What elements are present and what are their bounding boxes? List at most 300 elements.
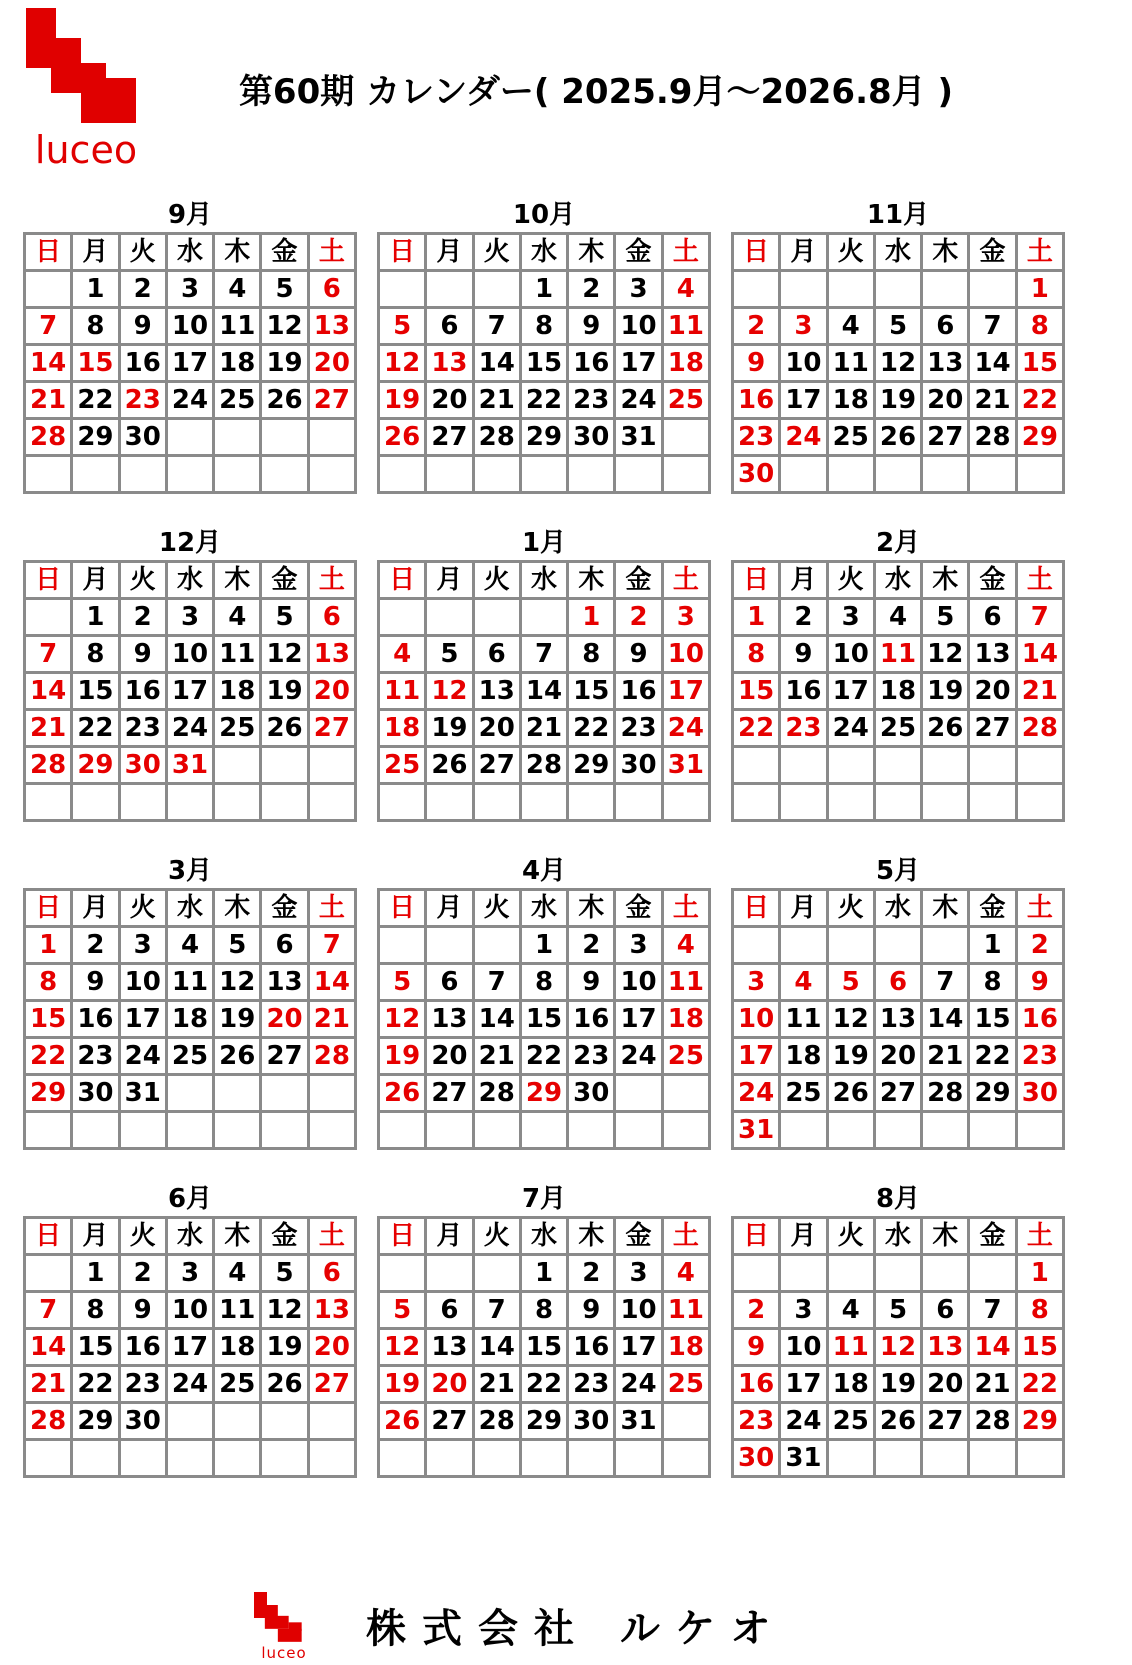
day-cell: 24 <box>780 419 827 456</box>
empty-cell <box>261 419 308 456</box>
day-cell: 25 <box>662 1366 709 1403</box>
empty-cell <box>827 747 874 784</box>
day-cell: 1 <box>520 1255 567 1292</box>
empty-cell <box>568 456 615 493</box>
day-cell: 12 <box>214 964 261 1001</box>
day-cell: 12 <box>261 636 308 673</box>
day-cell: 14 <box>25 673 72 710</box>
week-row <box>733 599 1064 636</box>
empty-cell <box>379 784 426 821</box>
weekday-header-row <box>25 234 356 271</box>
empty-cell <box>308 784 355 821</box>
day-cell: 18 <box>214 345 261 382</box>
day-cell: 9 <box>733 345 780 382</box>
day-cell: 31 <box>119 1075 166 1112</box>
week-row <box>379 1440 710 1477</box>
day-cell: 14 <box>25 345 72 382</box>
weekday-header: 土 <box>308 562 355 599</box>
month-calendar <box>377 198 711 494</box>
week-row <box>379 1075 710 1112</box>
month-label: 1月 <box>521 528 567 558</box>
day-cell: 6 <box>922 1292 969 1329</box>
day-cell: 20 <box>308 673 355 710</box>
day-cell: 4 <box>214 599 261 636</box>
day-cell: 1 <box>520 927 567 964</box>
weekday-header: 月 <box>780 1218 827 1255</box>
empty-cell <box>473 599 520 636</box>
weekday-header: 日 <box>379 890 426 927</box>
empty-cell <box>733 927 780 964</box>
empty-cell <box>473 927 520 964</box>
day-cell: 16 <box>119 1329 166 1366</box>
month-label: 9月 <box>167 200 213 230</box>
day-cell: 16 <box>568 1329 615 1366</box>
day-cell: 8 <box>520 308 567 345</box>
day-cell: 29 <box>520 419 567 456</box>
day-cell: 6 <box>473 636 520 673</box>
empty-cell <box>119 1440 166 1477</box>
empty-cell <box>874 1112 921 1149</box>
weekday-header-row <box>733 890 1064 927</box>
day-cell: 7 <box>922 964 969 1001</box>
week-row <box>25 1329 356 1366</box>
week-row <box>379 1292 710 1329</box>
day-cell: 12 <box>827 1001 874 1038</box>
empty-cell <box>473 271 520 308</box>
day-cell: 4 <box>214 271 261 308</box>
empty-cell <box>969 747 1016 784</box>
day-cell: 5 <box>261 599 308 636</box>
day-cell: 7 <box>25 636 72 673</box>
week-row <box>733 710 1064 747</box>
empty-cell <box>379 599 426 636</box>
day-cell: 25 <box>214 382 261 419</box>
day-cell: 7 <box>1016 599 1063 636</box>
day-cell: 21 <box>922 1038 969 1075</box>
empty-cell <box>25 456 72 493</box>
empty-cell <box>166 1075 213 1112</box>
week-row <box>733 419 1064 456</box>
day-cell: 2 <box>733 1292 780 1329</box>
day-cell: 23 <box>733 419 780 456</box>
day-cell: 15 <box>1016 1329 1063 1366</box>
empty-cell <box>166 1440 213 1477</box>
day-cell: 13 <box>969 636 1016 673</box>
day-cell: 9 <box>733 1329 780 1366</box>
day-cell: 8 <box>1016 308 1063 345</box>
day-cell: 12 <box>261 308 308 345</box>
weekday-header: 土 <box>662 562 709 599</box>
empty-cell <box>827 1440 874 1477</box>
month-label: 8月 <box>875 1184 921 1214</box>
footer-logo <box>254 1592 314 1664</box>
empty-cell <box>473 1440 520 1477</box>
day-cell: 11 <box>379 673 426 710</box>
day-cell: 13 <box>426 345 473 382</box>
day-cell: 13 <box>308 1292 355 1329</box>
day-cell: 1 <box>25 927 72 964</box>
day-cell: 5 <box>214 927 261 964</box>
day-cell: 10 <box>662 636 709 673</box>
week-row <box>379 419 710 456</box>
day-cell: 28 <box>922 1075 969 1112</box>
week-row <box>379 1001 710 1038</box>
day-cell: 22 <box>25 1038 72 1075</box>
weekday-header: 木 <box>922 1218 969 1255</box>
day-cell: 5 <box>379 308 426 345</box>
day-cell: 19 <box>874 382 921 419</box>
day-cell: 27 <box>308 382 355 419</box>
week-row <box>733 382 1064 419</box>
day-cell: 21 <box>25 382 72 419</box>
month-calendar <box>23 526 357 822</box>
month-calendar <box>731 526 1065 822</box>
day-cell: 16 <box>733 382 780 419</box>
empty-cell <box>969 784 1016 821</box>
day-cell: 17 <box>119 1001 166 1038</box>
day-cell: 9 <box>119 1292 166 1329</box>
empty-cell <box>568 784 615 821</box>
day-cell: 2 <box>615 599 662 636</box>
day-cell: 28 <box>473 1403 520 1440</box>
day-cell: 18 <box>214 673 261 710</box>
weekday-header-row <box>25 1218 356 1255</box>
month-label: 7月 <box>521 1184 567 1214</box>
day-cell: 6 <box>969 599 1016 636</box>
weekday-header: 木 <box>214 890 261 927</box>
day-cell: 16 <box>733 1366 780 1403</box>
week-row <box>733 1038 1064 1075</box>
empty-cell <box>780 784 827 821</box>
day-cell: 3 <box>780 308 827 345</box>
empty-cell <box>25 1255 72 1292</box>
day-cell: 14 <box>922 1001 969 1038</box>
month-calendar <box>377 526 711 822</box>
week-row <box>25 784 356 821</box>
day-cell: 10 <box>733 1001 780 1038</box>
day-cell: 1 <box>568 599 615 636</box>
day-cell: 9 <box>72 964 119 1001</box>
month-table <box>377 232 711 494</box>
day-cell: 15 <box>72 673 119 710</box>
week-row <box>25 345 356 382</box>
day-cell: 16 <box>780 673 827 710</box>
week-row <box>379 636 710 673</box>
day-cell: 18 <box>780 1038 827 1075</box>
day-cell: 5 <box>261 1255 308 1292</box>
day-cell: 10 <box>166 1292 213 1329</box>
day-cell: 22 <box>72 1366 119 1403</box>
day-cell: 6 <box>874 964 921 1001</box>
month-table <box>23 1216 357 1478</box>
day-cell: 7 <box>473 1292 520 1329</box>
empty-cell <box>308 747 355 784</box>
weekday-header-row <box>379 890 710 927</box>
weekday-header: 土 <box>308 890 355 927</box>
empty-cell <box>780 271 827 308</box>
day-cell: 2 <box>780 599 827 636</box>
empty-cell <box>25 1440 72 1477</box>
week-row <box>379 1403 710 1440</box>
weekday-header: 火 <box>119 1218 166 1255</box>
day-cell: 7 <box>969 1292 1016 1329</box>
empty-cell <box>922 1255 969 1292</box>
day-cell: 21 <box>473 1366 520 1403</box>
weekday-header: 月 <box>72 890 119 927</box>
weekday-header: 日 <box>25 890 72 927</box>
day-cell: 21 <box>473 382 520 419</box>
empty-cell <box>662 419 709 456</box>
weekday-header: 火 <box>827 234 874 271</box>
day-cell: 24 <box>615 382 662 419</box>
empty-cell <box>969 271 1016 308</box>
weekday-header-row <box>25 562 356 599</box>
week-row <box>379 710 710 747</box>
weekday-header: 金 <box>261 562 308 599</box>
day-cell: 23 <box>119 382 166 419</box>
day-cell: 8 <box>72 308 119 345</box>
month-label: 5月 <box>875 856 921 886</box>
day-cell: 26 <box>922 710 969 747</box>
day-cell: 29 <box>72 747 119 784</box>
day-cell: 9 <box>780 636 827 673</box>
day-cell: 3 <box>166 599 213 636</box>
week-row <box>25 1112 356 1149</box>
month-table <box>377 560 711 822</box>
day-cell: 26 <box>214 1038 261 1075</box>
day-cell: 6 <box>308 271 355 308</box>
day-cell: 30 <box>615 747 662 784</box>
day-cell: 30 <box>72 1075 119 1112</box>
empty-cell <box>72 1440 119 1477</box>
day-cell: 27 <box>473 747 520 784</box>
day-cell: 7 <box>25 308 72 345</box>
week-row <box>733 964 1064 1001</box>
empty-cell <box>72 784 119 821</box>
empty-cell <box>615 1075 662 1112</box>
weekday-header: 火 <box>119 234 166 271</box>
empty-cell <box>615 1440 662 1477</box>
empty-cell <box>662 1112 709 1149</box>
day-cell: 4 <box>874 599 921 636</box>
day-cell: 8 <box>969 964 1016 1001</box>
empty-cell <box>615 784 662 821</box>
day-cell: 17 <box>780 1366 827 1403</box>
day-cell: 20 <box>261 1001 308 1038</box>
day-cell: 27 <box>969 710 1016 747</box>
month-label: 4月 <box>521 856 567 886</box>
weekday-header-row <box>379 562 710 599</box>
empty-cell <box>780 1112 827 1149</box>
day-cell: 7 <box>969 308 1016 345</box>
empty-cell <box>308 1075 355 1112</box>
day-cell: 25 <box>780 1075 827 1112</box>
day-cell: 21 <box>308 1001 355 1038</box>
day-cell: 16 <box>568 1001 615 1038</box>
empty-cell <box>520 1112 567 1149</box>
day-cell: 3 <box>166 271 213 308</box>
empty-cell <box>308 419 355 456</box>
empty-cell <box>25 1112 72 1149</box>
empty-cell <box>426 1440 473 1477</box>
weekday-header: 月 <box>72 234 119 271</box>
day-cell: 29 <box>520 1403 567 1440</box>
empty-cell <box>308 1112 355 1149</box>
week-row <box>379 1112 710 1149</box>
empty-cell <box>308 456 355 493</box>
day-cell: 25 <box>827 1403 874 1440</box>
weekday-header: 水 <box>166 562 213 599</box>
empty-cell <box>261 784 308 821</box>
day-cell: 27 <box>308 710 355 747</box>
day-cell: 30 <box>568 1075 615 1112</box>
day-cell: 3 <box>662 599 709 636</box>
day-cell: 23 <box>119 1366 166 1403</box>
day-cell: 15 <box>520 345 567 382</box>
day-cell: 9 <box>615 636 662 673</box>
week-row <box>733 271 1064 308</box>
day-cell: 2 <box>568 927 615 964</box>
day-cell: 3 <box>166 1255 213 1292</box>
day-cell: 4 <box>166 927 213 964</box>
day-cell: 28 <box>969 1403 1016 1440</box>
month-calendar <box>731 1182 1065 1478</box>
day-cell: 10 <box>166 636 213 673</box>
week-row <box>25 308 356 345</box>
weekday-header: 日 <box>25 234 72 271</box>
month-table <box>731 232 1065 494</box>
day-cell: 26 <box>874 1403 921 1440</box>
empty-cell <box>214 1440 261 1477</box>
empty-cell <box>520 1440 567 1477</box>
day-cell: 11 <box>874 636 921 673</box>
weekday-header: 金 <box>261 234 308 271</box>
empty-cell <box>261 1440 308 1477</box>
empty-cell <box>308 1440 355 1477</box>
day-cell: 17 <box>166 1329 213 1366</box>
weekday-header: 日 <box>25 1218 72 1255</box>
empty-cell <box>1016 1440 1063 1477</box>
day-cell: 6 <box>426 1292 473 1329</box>
week-row <box>379 964 710 1001</box>
weekday-header: 日 <box>733 562 780 599</box>
day-cell: 27 <box>426 1075 473 1112</box>
day-cell: 22 <box>520 1366 567 1403</box>
day-cell: 2 <box>1016 927 1063 964</box>
week-row <box>379 1329 710 1366</box>
day-cell: 6 <box>922 308 969 345</box>
weekday-header: 月 <box>780 890 827 927</box>
day-cell: 8 <box>72 636 119 673</box>
empty-cell <box>308 1403 355 1440</box>
day-cell: 24 <box>615 1366 662 1403</box>
weekday-header: 水 <box>166 234 213 271</box>
day-cell: 28 <box>25 1403 72 1440</box>
empty-cell <box>922 747 969 784</box>
day-cell: 4 <box>379 636 426 673</box>
day-cell: 27 <box>426 419 473 456</box>
weekday-header: 日 <box>733 890 780 927</box>
week-row <box>25 673 356 710</box>
empty-cell <box>214 1075 261 1112</box>
day-cell: 15 <box>520 1001 567 1038</box>
weekday-header: 金 <box>615 562 662 599</box>
weekday-header: 木 <box>568 1218 615 1255</box>
day-cell: 17 <box>662 673 709 710</box>
day-cell: 5 <box>874 308 921 345</box>
day-cell: 2 <box>119 271 166 308</box>
day-cell: 16 <box>119 673 166 710</box>
day-cell: 19 <box>379 382 426 419</box>
empty-cell <box>969 1112 1016 1149</box>
empty-cell <box>662 1075 709 1112</box>
empty-cell <box>568 1440 615 1477</box>
day-cell: 30 <box>119 419 166 456</box>
weekday-header: 日 <box>733 234 780 271</box>
day-cell: 1 <box>969 927 1016 964</box>
day-cell: 29 <box>72 419 119 456</box>
day-cell: 9 <box>568 964 615 1001</box>
day-cell: 11 <box>662 1292 709 1329</box>
empty-cell <box>426 599 473 636</box>
day-cell: 5 <box>261 271 308 308</box>
weekday-header: 火 <box>827 1218 874 1255</box>
week-row <box>25 1366 356 1403</box>
day-cell: 15 <box>72 1329 119 1366</box>
day-cell: 2 <box>119 599 166 636</box>
empty-cell <box>827 456 874 493</box>
day-cell: 17 <box>166 345 213 382</box>
weekday-header-row <box>25 890 356 927</box>
empty-cell <box>166 1112 213 1149</box>
day-cell: 21 <box>969 382 1016 419</box>
empty-cell <box>827 1255 874 1292</box>
day-cell: 14 <box>473 1001 520 1038</box>
empty-cell <box>426 1255 473 1292</box>
day-cell: 11 <box>662 308 709 345</box>
empty-cell <box>72 456 119 493</box>
weekday-header: 金 <box>969 562 1016 599</box>
day-cell: 3 <box>780 1292 827 1329</box>
day-cell: 24 <box>780 1403 827 1440</box>
day-cell: 3 <box>615 1255 662 1292</box>
day-cell: 13 <box>473 673 520 710</box>
empty-cell <box>733 747 780 784</box>
day-cell: 27 <box>426 1403 473 1440</box>
weekday-header: 日 <box>733 1218 780 1255</box>
day-cell: 3 <box>827 599 874 636</box>
day-cell: 19 <box>379 1366 426 1403</box>
weekday-header: 月 <box>426 890 473 927</box>
day-cell: 12 <box>874 1329 921 1366</box>
day-cell: 3 <box>119 927 166 964</box>
day-cell: 12 <box>379 345 426 382</box>
day-cell: 14 <box>1016 636 1063 673</box>
day-cell: 4 <box>780 964 827 1001</box>
day-cell: 16 <box>568 345 615 382</box>
day-cell: 21 <box>473 1038 520 1075</box>
empty-cell <box>874 784 921 821</box>
empty-cell <box>827 1112 874 1149</box>
day-cell: 4 <box>662 927 709 964</box>
day-cell: 10 <box>615 964 662 1001</box>
day-cell: 19 <box>214 1001 261 1038</box>
day-cell: 9 <box>1016 964 1063 1001</box>
day-cell: 11 <box>166 964 213 1001</box>
month-label: 2月 <box>875 528 921 558</box>
empty-cell <box>969 1440 1016 1477</box>
empty-cell <box>969 1255 1016 1292</box>
